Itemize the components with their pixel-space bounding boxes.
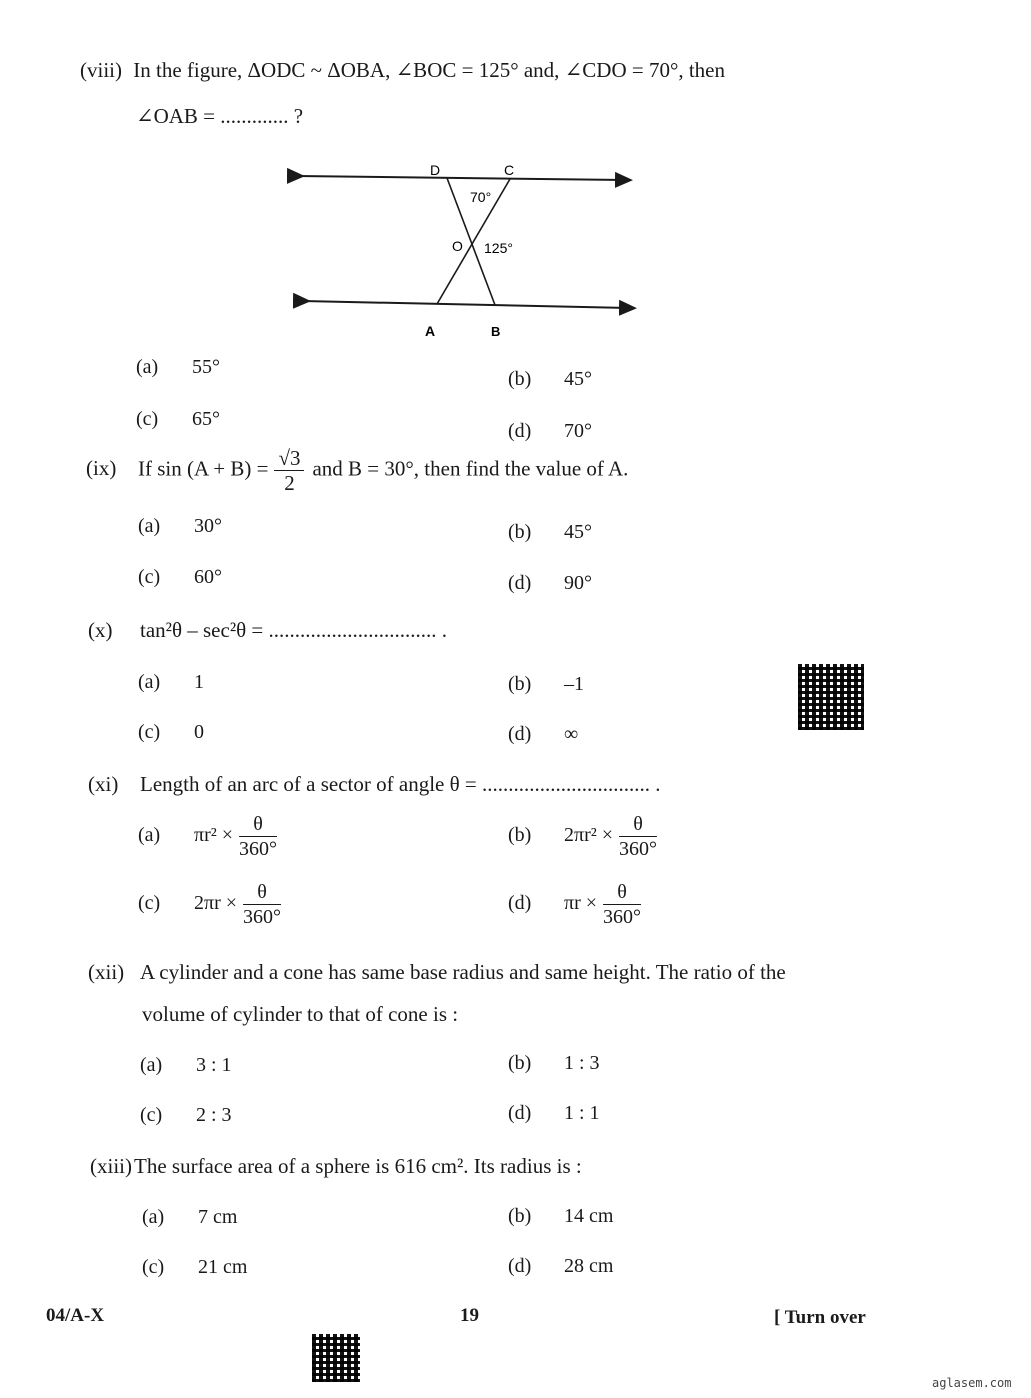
option-c: (c) 2πr × $\frac{\theta}{360^\circ}$	[138, 881, 282, 928]
question-13	[90, 1154, 582, 1179]
option-b: (b) 45°	[508, 368, 592, 390]
option-b: (b) –1	[508, 673, 584, 695]
option-b: (b) 14 cm	[508, 1205, 614, 1227]
paper-code: 04/A-X	[46, 1305, 105, 1326]
option-c: (c) 0	[138, 721, 204, 743]
angle-70: 70°	[470, 189, 492, 205]
question-number: (x)	[88, 618, 113, 642]
option-b: (b) 2πr² × $\frac{\theta}{360^\circ}$	[508, 813, 658, 860]
label-B: B	[491, 324, 501, 339]
label-D: D	[430, 162, 441, 178]
option-c: (c) 65°	[136, 408, 220, 430]
question-number: (xii)	[88, 960, 125, 984]
question-12	[88, 960, 786, 985]
question-8-line2: ∠OAB = ............. ?	[136, 104, 304, 128]
question-text: The surface area of a sphere is 616 cm². Its radius is :	[134, 1154, 582, 1178]
option-c: (c) 60°	[138, 566, 222, 588]
option-d: (d) 28 cm	[508, 1255, 614, 1277]
angle-125: 125°	[484, 240, 513, 256]
question-text: Length of an arc of a sector of angle θ = ................................ .	[140, 772, 661, 796]
option-b: (b) 45°	[508, 521, 592, 543]
top-line	[297, 176, 625, 180]
question-9	[86, 446, 628, 495]
label-A: A	[425, 323, 436, 339]
fraction-denominator: 2	[284, 471, 295, 495]
option-d: (d) ∞	[508, 723, 579, 745]
option-a: (a) 30°	[138, 515, 222, 537]
option-a: (a) πr² × $\frac{\theta}{360^\circ}$	[138, 813, 278, 860]
question-8	[80, 58, 725, 83]
datamatrix-code	[798, 664, 864, 730]
question-text-post: and B = 30°, then find the value of A.	[312, 456, 629, 481]
option-d: (d) 70°	[508, 420, 592, 442]
label-C: C	[504, 162, 515, 178]
option-b: (b) 1 : 3	[508, 1052, 600, 1074]
question-12-line2: volume of cylinder to that of cone is :	[142, 1002, 459, 1026]
fraction-numerator: √3	[274, 446, 304, 471]
question-number: (ix)	[86, 456, 117, 481]
bottom-line	[303, 301, 629, 308]
option-d: (d) 1 : 1	[508, 1102, 600, 1124]
option-a: (a) 55°	[136, 356, 220, 378]
option-d: (d) 90°	[508, 572, 592, 594]
option-c: (c) 2 : 3	[140, 1104, 232, 1126]
watermark: aglasem.com	[932, 1376, 1012, 1390]
option-c: (c) 21 cm	[142, 1256, 248, 1278]
question-number: (viii)	[80, 58, 122, 82]
option-a: (a) 1	[138, 671, 204, 693]
question-number: (xiii)	[90, 1154, 132, 1178]
question-10	[88, 618, 447, 643]
question-11	[88, 772, 661, 797]
question-text: In the figure, ΔODC ~ ΔOBA, ∠BOC = 125° and, ∠CDO = 70°, then	[133, 58, 726, 82]
option-a: (a) 3 : 1	[140, 1054, 232, 1076]
option-d: (d) πr × $\frac{\theta}{360^\circ}$	[508, 881, 642, 928]
question-number: (xi)	[88, 772, 119, 796]
question-text: A cylinder and a cone has same base radius and same height. The ratio of the	[140, 960, 786, 984]
label-O: O	[452, 238, 463, 254]
option-a: (a) 7 cm	[142, 1206, 238, 1228]
question-text-pre: If sin (A + B) =	[138, 456, 269, 481]
turn-over: [ Turn over	[774, 1307, 866, 1328]
datamatrix-code-footer	[312, 1334, 360, 1382]
page-number: 19	[460, 1305, 479, 1326]
question-text: tan²θ – sec²θ = ................................ .	[140, 618, 448, 642]
figure-parallel-lines	[285, 158, 645, 348]
